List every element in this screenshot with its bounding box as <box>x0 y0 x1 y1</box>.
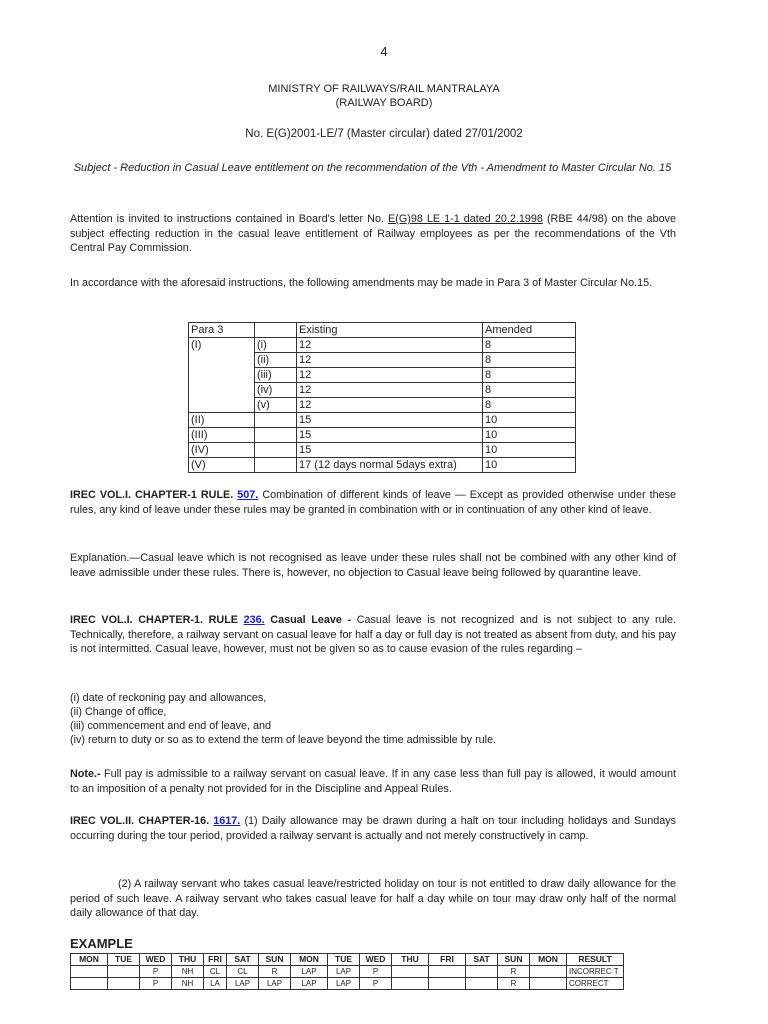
list-item: (iii) commencement and end of leave, and <box>70 720 272 732</box>
table-cell: 10 <box>483 458 576 473</box>
table-cell: LAP <box>259 978 291 990</box>
list-item: (i) date of reckoning pay and allowances, <box>70 692 267 704</box>
table-cell: 8 <box>483 383 576 398</box>
board-name: (RAILWAY BOARD) <box>335 97 433 109</box>
table-cell: 12 <box>297 383 483 398</box>
table-cell: (i) <box>255 338 297 353</box>
table-cell: LA <box>204 978 227 990</box>
amendment-table-header <box>189 323 576 338</box>
table-cell: NH <box>172 978 204 990</box>
table-cell <box>466 978 498 990</box>
table-cell: P <box>140 966 172 978</box>
result-cell: CORRECT <box>567 978 624 990</box>
table-cell <box>108 966 140 978</box>
header-cell: TUE <box>328 954 360 966</box>
table-cell: 8 <box>483 398 576 413</box>
letter-reference: E(G)98 LE 1-1 dated 20.2.1998 <box>388 213 543 225</box>
table-cell: LAP <box>328 978 360 990</box>
rule-1617-text: (1) Daily allowance may be drawn during a halt on tour including holidays and Sundays occurring during the tour period, provided a railway servant is actually and not merely constructively in camp. <box>70 815 677 842</box>
table-cell <box>255 443 297 458</box>
table-cell <box>429 978 466 990</box>
table-cell <box>530 978 567 990</box>
header-cell: MON <box>291 954 328 966</box>
intro-text-a: Attention is invited to instructions contained in Board's letter No. <box>70 213 389 225</box>
list-item: (iv) return to duty or so as to extend the term of leave beyond the time admissible by rule. <box>70 734 497 746</box>
rule-236-heading: IREC VOL.I. CHAPTER-1. RULE <box>70 614 244 626</box>
header-cell: FRI <box>204 954 227 966</box>
circular-number: No. E(G)2001-LE/7 (Master circular) dated 27/01/2002 <box>245 128 523 140</box>
table-cell: 15 <box>297 443 483 458</box>
table-row <box>189 428 576 443</box>
table-cell: (III) <box>189 428 255 443</box>
header-cell: FRI <box>429 954 466 966</box>
table-row <box>71 966 624 978</box>
header-cell: WED <box>360 954 392 966</box>
example-title: EXAMPLE <box>70 936 133 951</box>
list-item: (ii) Change of office, <box>70 706 167 718</box>
rule-507-link[interactable]: 507. <box>237 489 259 501</box>
table-cell <box>530 966 567 978</box>
header-cell: MON <box>530 954 567 966</box>
table-row <box>189 458 576 473</box>
table-cell: (iii) <box>255 368 297 383</box>
ministry-header <box>0 82 768 110</box>
example-table <box>70 953 624 990</box>
header-cell: Existing <box>297 323 483 338</box>
table-cell: LAP <box>328 966 360 978</box>
table-cell: (ii) <box>255 353 297 368</box>
table-cell: R <box>498 978 530 990</box>
table-cell: 10 <box>483 443 576 458</box>
rule-236-title: Casual Leave - <box>264 614 357 626</box>
header-cell: Amended <box>483 323 576 338</box>
table-row <box>189 443 576 458</box>
table-cell: LAP <box>227 978 259 990</box>
table-cell: 10 <box>483 428 576 443</box>
table-cell: 15 <box>297 413 483 428</box>
example-header-row <box>71 954 624 966</box>
table-cell: R <box>498 966 530 978</box>
table-cell <box>255 428 297 443</box>
table-cell <box>392 978 429 990</box>
table-cell: (I) <box>189 338 255 413</box>
table-cell: CL <box>204 966 227 978</box>
table-cell: P <box>360 966 392 978</box>
table-cell: LAP <box>291 978 328 990</box>
table-cell: (V) <box>189 458 255 473</box>
header-cell: Para 3 <box>189 323 255 338</box>
header-cell: SUN <box>259 954 291 966</box>
header-cell: TUE <box>108 954 140 966</box>
header-cell <box>255 323 297 338</box>
table-cell: 12 <box>297 398 483 413</box>
note-paragraph <box>70 767 676 796</box>
rules-list <box>70 691 676 747</box>
table-cell: 12 <box>297 353 483 368</box>
header-cell: RESULT <box>567 954 624 966</box>
header-cell: MON <box>71 954 108 966</box>
table-cell: (IV) <box>189 443 255 458</box>
table-cell <box>71 978 108 990</box>
table-cell: 8 <box>483 338 576 353</box>
header-cell: WED <box>140 954 172 966</box>
table-cell: 8 <box>483 353 576 368</box>
table-cell: P <box>140 978 172 990</box>
header-cell: SUN <box>498 954 530 966</box>
table-cell: (iv) <box>255 383 297 398</box>
header-cell: THU <box>172 954 204 966</box>
table-cell <box>255 413 297 428</box>
note-text: Full pay is admissible to a railway servant on casual leave. If in any case less than full pay is allowed, it would amount to an imposition of a penalty not provided for in the Discipline and Appeal Rules. <box>70 768 676 795</box>
page-number: 4 <box>380 44 388 59</box>
rule-1617-link[interactable]: 1617. <box>213 815 241 827</box>
table-row <box>71 978 624 990</box>
tour-leave-paragraph: (2) A railway servant who takes casual leave/restricted holiday on tour is not entitled to draw daily allowance for the period of such leave. A railway servant who takes casual leave for half a day while on tour may draw only half of the normal daily allowance of that day. <box>70 878 676 919</box>
intro-paragraph-1 <box>70 212 676 256</box>
rule-507-text: Combination of different kinds of leave — Except as provided otherwise under these rules, any kind of leave under these rules may be granted in combination with or in continuation of any other kind of leave. <box>70 489 676 516</box>
table-cell <box>71 966 108 978</box>
header-cell: SAT <box>466 954 498 966</box>
table-cell <box>392 966 429 978</box>
amendment-table <box>188 322 576 473</box>
note-heading: Note.- <box>70 768 101 780</box>
table-cell <box>108 978 140 990</box>
subject-line: Subject - Reduction in Casual Leave entitlement on the recommendation of the Vth - Amendment to Master Circular No. 15 <box>73 162 672 174</box>
table-cell: R <box>259 966 291 978</box>
table-cell: NH <box>172 966 204 978</box>
rule-1617-paragraph <box>70 814 676 843</box>
table-cell: P <box>360 978 392 990</box>
table-cell: 8 <box>483 368 576 383</box>
table-cell <box>429 966 466 978</box>
header-cell: SAT <box>227 954 259 966</box>
table-cell: (II) <box>189 413 255 428</box>
rule-507-heading: IREC VOL.I. CHAPTER-1 RULE. <box>70 489 238 501</box>
table-cell <box>255 458 297 473</box>
rule-236-paragraph <box>70 613 676 657</box>
intro-paragraph-2: In accordance with the aforesaid instructions, the following amendments may be made in Para 3 of Master Circular No.15. <box>70 277 653 289</box>
ministry-name: MINISTRY OF RAILWAYS/RAIL MANTRALAYA <box>268 83 500 95</box>
rule-1617-heading: IREC VOL.II. CHAPTER-16. <box>70 815 214 827</box>
intro-text-b: (RBE 44/98) on the above subject effecting reduction in the casual leave entitlement of Railway employees as per the recommendations of the Vth Central Pay Commission. <box>70 213 676 254</box>
rule-236-link[interactable]: 236. <box>243 614 265 626</box>
table-cell: (v) <box>255 398 297 413</box>
result-cell: INCORREC T <box>567 966 624 978</box>
table-cell <box>466 966 498 978</box>
table-cell: 15 <box>297 428 483 443</box>
table-cell: 12 <box>297 368 483 383</box>
header-cell: THU <box>392 954 429 966</box>
table-row <box>189 413 576 428</box>
table-cell: 12 <box>297 338 483 353</box>
table-cell: 10 <box>483 413 576 428</box>
table-cell: CL <box>227 966 259 978</box>
rule-507-paragraph <box>70 488 676 517</box>
explanation-paragraph: Explanation.—Casual leave which is not recognised as leave under these rules shall not be combined with any other kind of leave admissible under these rules. There is, however, no objection to Casual leave being followed by quarantine leave. <box>70 552 676 579</box>
table-cell: LAP <box>291 966 328 978</box>
table-row <box>189 338 576 353</box>
table-cell: 17 (12 days normal 5days extra) <box>297 458 483 473</box>
rule-236-text: Casual leave is not recognized and is not subject to any rule. Technically, therefore, a railway servant on casual leave for half a day or full day is not treated as absent from duty, and his pay is not intermitted. Casual leave, however, must not be given so as to cause evasion of the rules regarding – <box>70 614 676 655</box>
